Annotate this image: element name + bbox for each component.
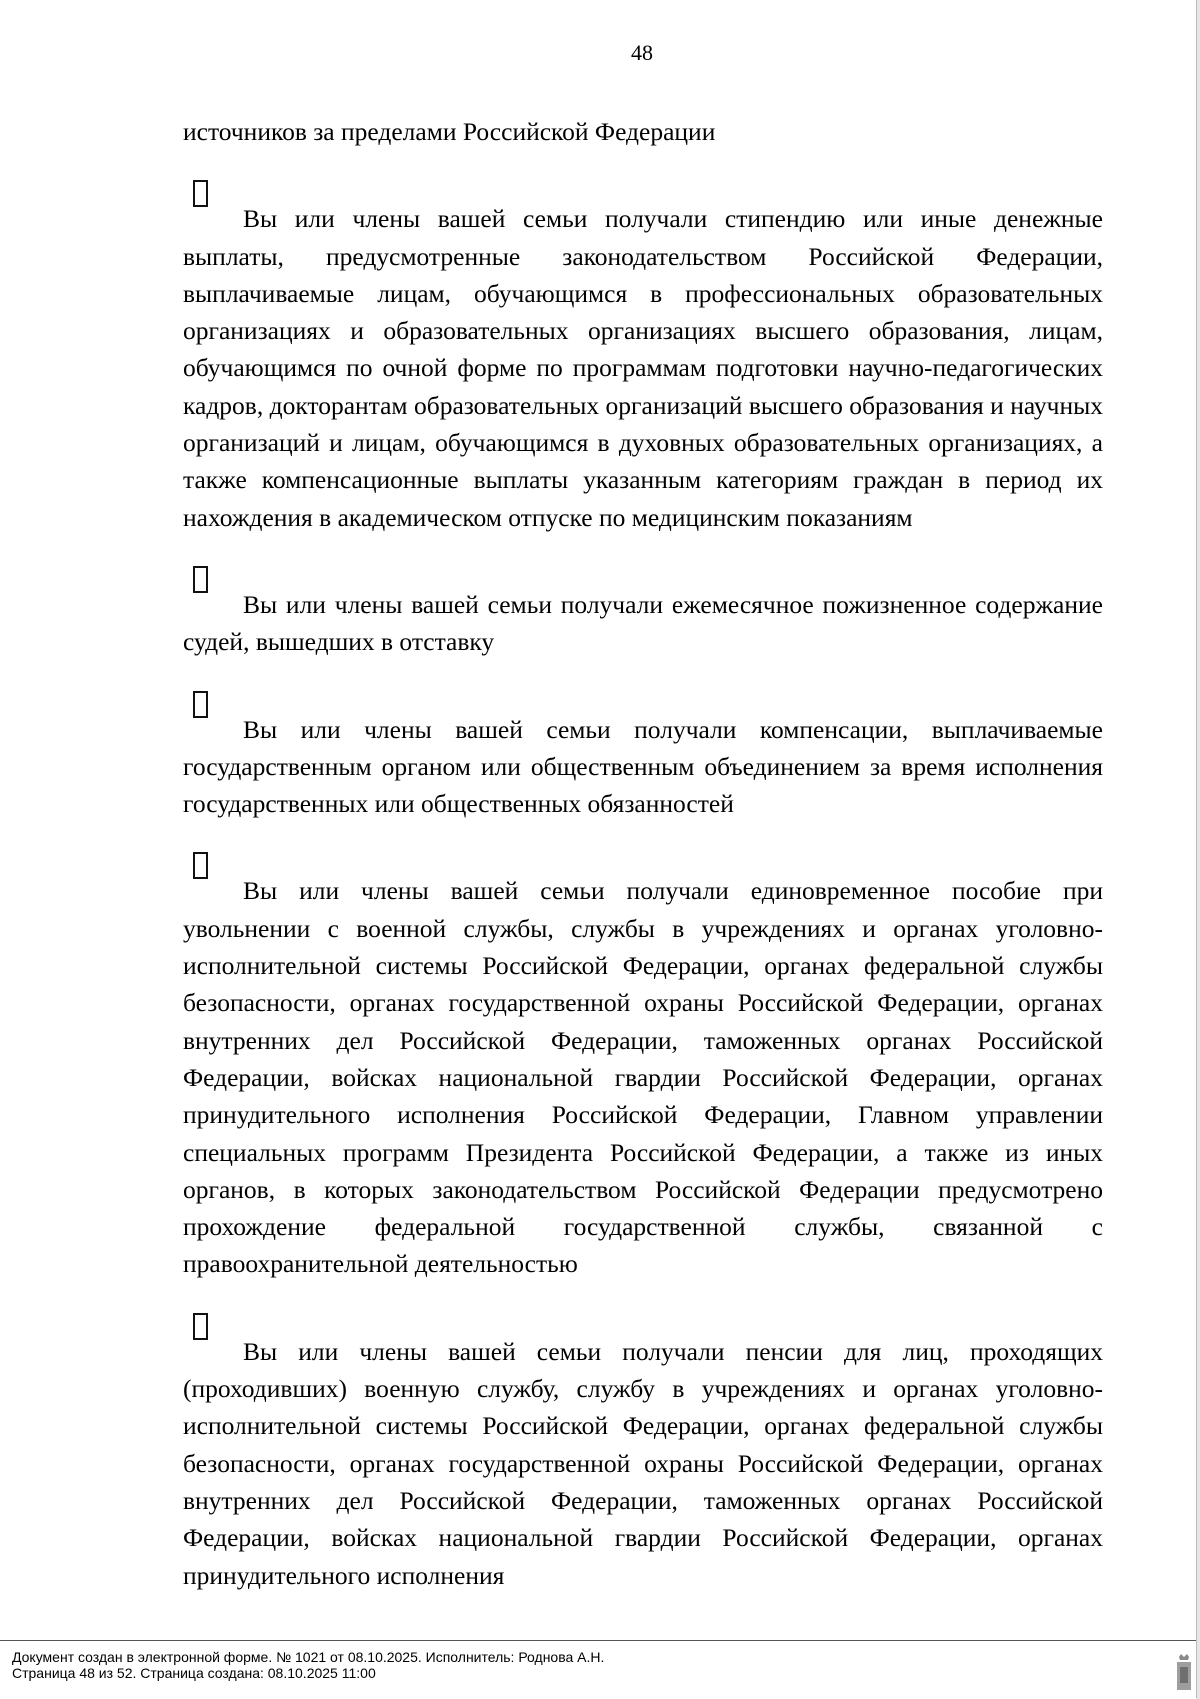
item-text: Вы или члены вашей семьи получали ежемесячное пожизненное содержание судей, вышедших в отставку — [183, 589, 1103, 657]
coat-of-arms-icon — [1176, 1653, 1192, 1693]
item-text: Вы или члены вашей семьи получали стипендию или иные денежные выплаты, предусмотренные законодательством Российской Федерации, выплачиваемые лицам, обучающимся в профессиональных образовательных организациях и образовательных организациях высшего образования, лицам, обучающимся по очной форме по программам подготовки научно-педагогических кадров, докторантам образовательных организаций высшего образования и научных организаций и лицам, обучающимся в духовных образовательных организациях, а также компенсационные выплаты указанным категориям граждан в период их нахождения в академическом отпуске по медицинским показаниям — [183, 204, 1103, 532]
page-number: 48 — [631, 40, 653, 65]
footer-line-document: Документ создан в электронной форме. № 1021 от 08.10.2025. Исполнитель: Роднова А.Н. — [12, 1649, 605, 1665]
checkbox-item — [183, 566, 1103, 661]
document-content — [183, 113, 1103, 1594]
checkbox-item — [183, 852, 1103, 1282]
lead-text: источников за пределами Российской Федерации — [183, 117, 716, 146]
item-text: Вы или члены вашей семьи получали пенсии для лиц, проходящих (проходивших) военную службу, службу в учреждениях и органах уголовно-исполнительной системы Российской Федерации, органах федеральной службы безопасности, органах государственной охраны Российской Федерации, органах внутренних дел Российской Федерации, таможенных органах Российской Федерации, войсках национальной гвардии Российской Федерации, органах принудительного исполнения — [183, 1336, 1103, 1590]
checkbox-item — [183, 180, 1103, 536]
checkbox-item — [183, 691, 1103, 823]
item-text: Вы или члены вашей семьи получали единовременное пособие при увольнении с военной службы, службы в учреждениях и органах уголовно-исполнительной системы Российской Федерации, органах федеральной службы безопасности, органах государственной охраны Российской Федерации, органах внутренних дел Российской Федерации, таможенных органах Российской Федерации, войсках национальной гвардии Российской Федерации, органах принудительного исполнения Российской Федерации, Главном управлении специальных программ Президента Российской Федерации, а также из иных органов, в которых законодательством Российской Федерации предусмотрено прохождение федеральной государственной службы, связанной с правоохранительной деятельностью — [183, 876, 1103, 1279]
checkbox[interactable] — [193, 180, 208, 207]
checkbox[interactable] — [193, 566, 208, 593]
footer-line-page: Страница 48 из 52. Страница создана: 08.10.2025 11:00 — [12, 1665, 376, 1681]
document-footer — [0, 1640, 1196, 1699]
checkbox[interactable] — [193, 852, 208, 879]
checkbox-item — [183, 1313, 1103, 1594]
item-text: Вы или члены вашей семьи получали компенсации, выплачиваемые государственным органом или общественным объединением за время исполнения государственных или общественных обязанностей — [183, 714, 1103, 819]
checkbox[interactable] — [193, 1313, 208, 1340]
footer-text — [12, 1649, 604, 1681]
checkbox[interactable] — [193, 691, 208, 718]
